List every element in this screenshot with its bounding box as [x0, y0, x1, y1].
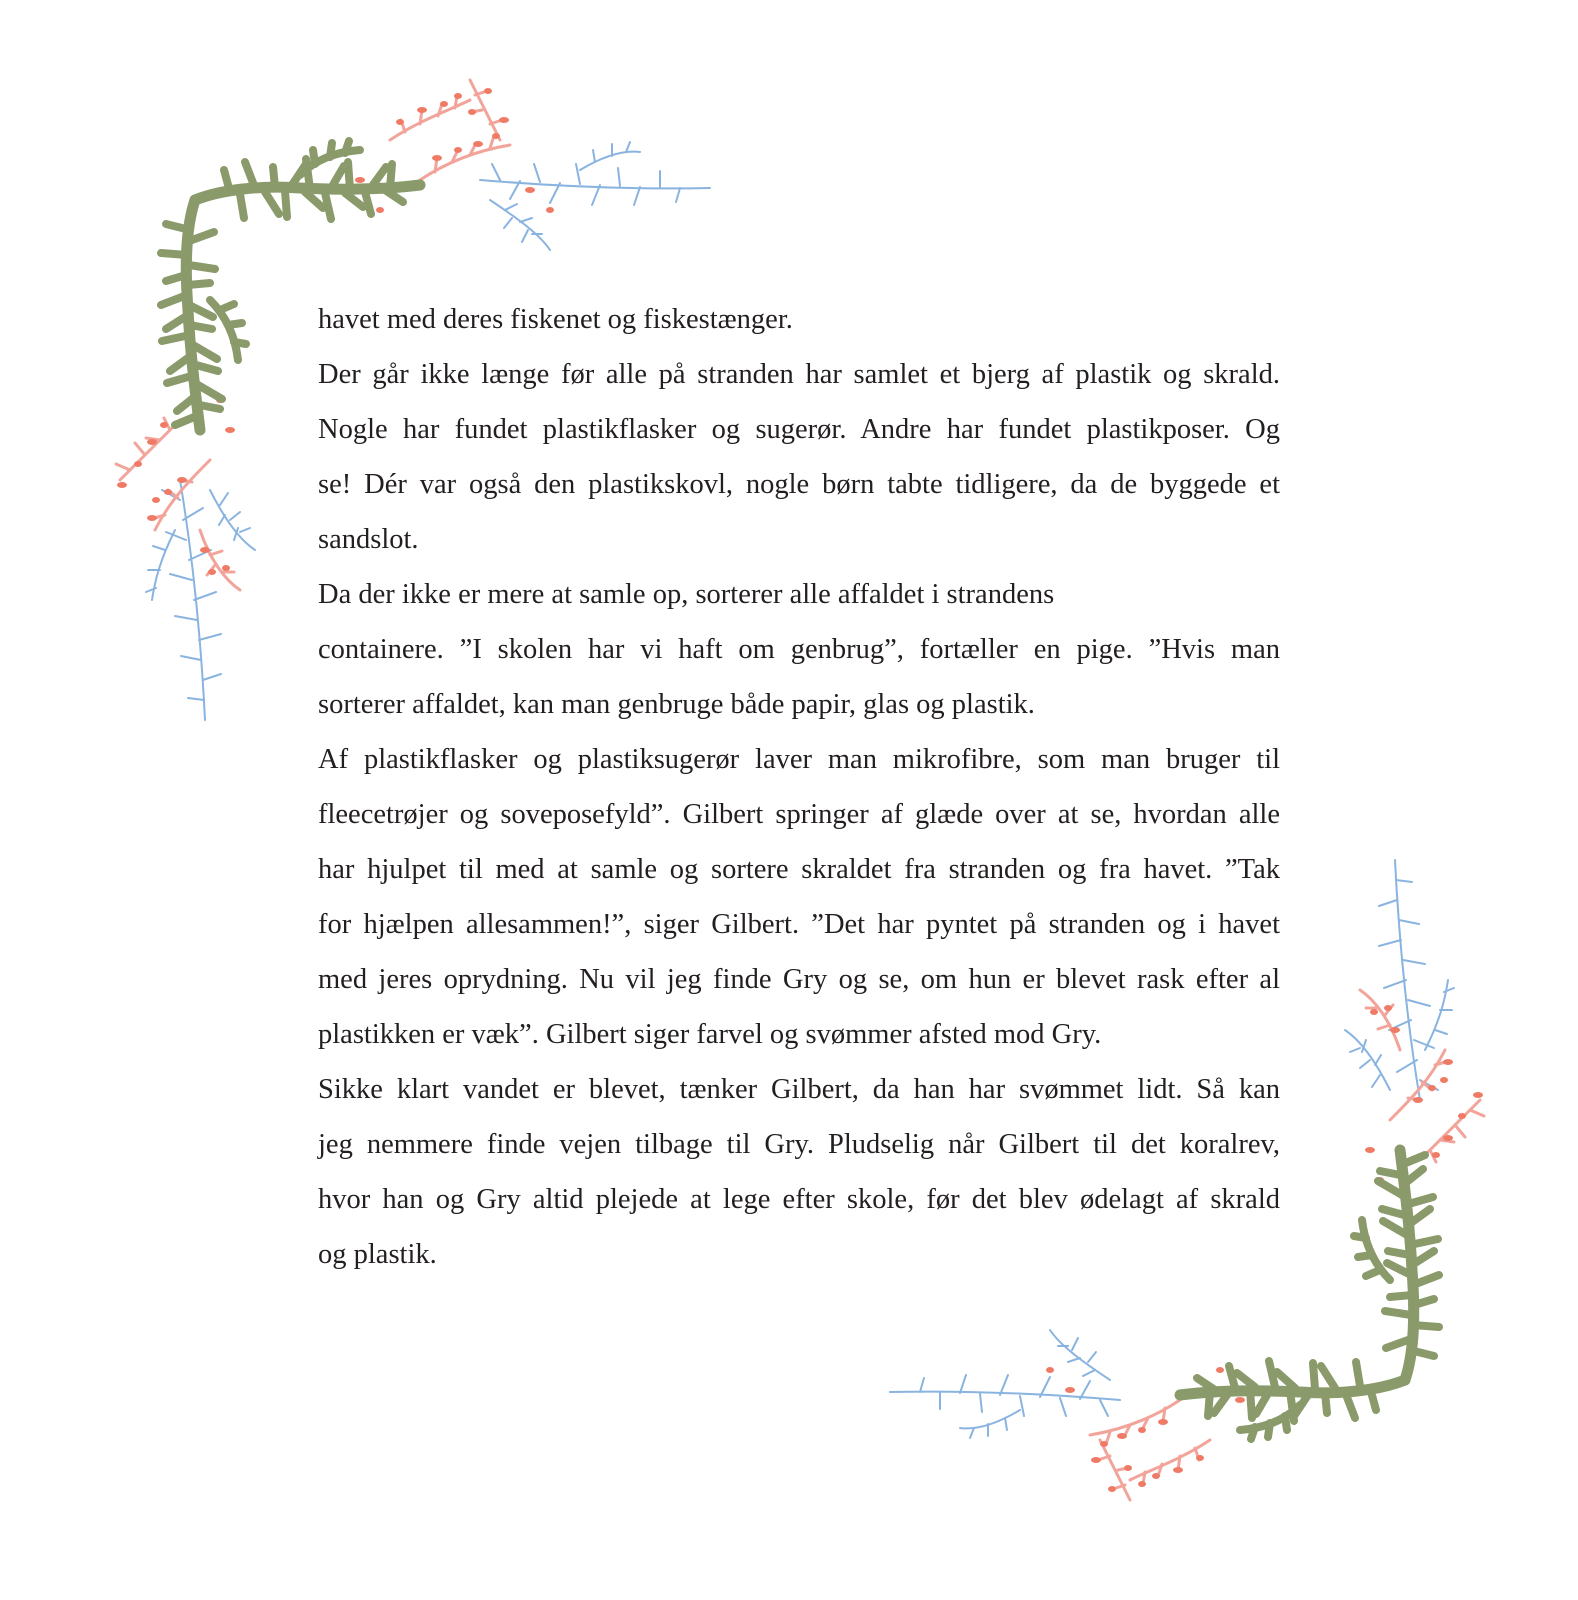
paragraph-5: [318, 1062, 1280, 1282]
text-line: se! Dér var også den plastikskovl, nogle børn tabte tidligere, da de byggede et: [318, 469, 1280, 500]
paragraph-4: [318, 732, 1280, 1062]
text-line: sandslot.: [318, 524, 419, 555]
text-line: fleecetrøjer og soveposefyld”. Gilbert springer af glæde over at se, hvordan alle: [318, 799, 1280, 830]
text-line: havet med deres fiskenet og fiskestænger.: [318, 304, 793, 335]
text-line: sorterer affaldet, kan man genbruge både papir, glas og plastik.: [318, 689, 1035, 720]
text-line: har hjulpet til med at samle og sortere skraldet fra stranden og fra havet. ”Tak: [318, 854, 1280, 885]
text-line: plastikken er væk”. Gilbert siger farvel og svømmer afsted mod Gry.: [318, 1019, 1102, 1050]
paragraph-3: [318, 567, 1280, 732]
text-line: og plastik.: [318, 1239, 437, 1270]
text-line: hvor han og Gry altid plejede at lege efter skole, før det blev ødelagt af skrald: [318, 1184, 1280, 1215]
text-line: containere. ”I skolen har vi haft om genbrug”, fortæller en pige. ”Hvis man: [318, 634, 1280, 665]
paragraph-1: [318, 292, 1280, 347]
text-line: for hjælpen allesammen!”, siger Gilbert. ”Det har pyntet på stranden og i havet: [318, 909, 1280, 940]
text-line: med jeres oprydning. Nu vil jeg finde Gry og se, om hun er blevet rask efter al: [318, 964, 1280, 995]
text-line: Nogle har fundet plastikflasker og sugerør. Andre har fundet plastikposer. Og: [318, 414, 1280, 445]
text-line: Sikke klart vandet er blevet, tænker Gilbert, da han har svømmet lidt. Så kan: [318, 1074, 1280, 1105]
text-line: jeg nemmere finde vejen tilbage til Gry. Pludselig når Gilbert til det koralrev,: [318, 1129, 1280, 1160]
paragraph-2: [318, 347, 1280, 567]
text-line: Der går ikke længe før alle på stranden har samlet et bjerg af plastik og skrald.: [318, 359, 1280, 390]
text-line: Af plastikflasker og plastiksugerør laver man mikrofibre, som man bruger til: [318, 744, 1280, 775]
text-line: Da der ikke er mere at samle op, sorterer alle affaldet i strandens: [318, 579, 1055, 610]
story-text: [318, 292, 1280, 1282]
